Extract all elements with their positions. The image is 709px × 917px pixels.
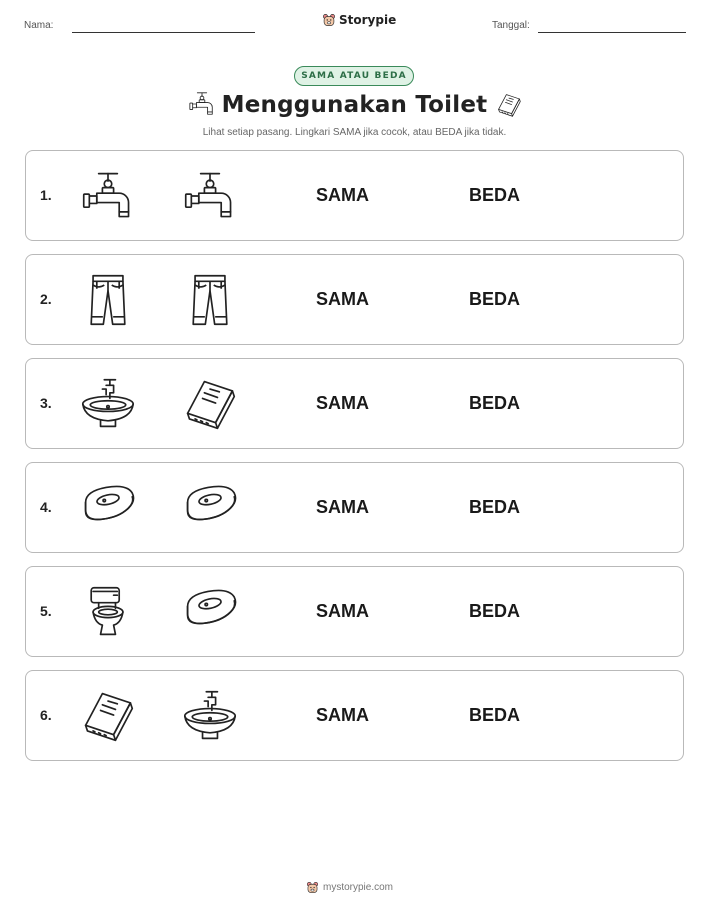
different-option[interactable]: BEDA [469, 601, 521, 621]
different-option[interactable]: BEDA [469, 705, 521, 725]
activity-badge: SAMA ATAU BEDA [294, 66, 414, 86]
faucet-icon [182, 168, 238, 224]
name-line[interactable] [72, 32, 255, 33]
brand-logo [322, 13, 396, 27]
page-title: Menggunakan Toilet [221, 92, 488, 118]
same-option[interactable]: SAMA [316, 497, 369, 517]
pants-icon [182, 272, 238, 328]
towel-icon [80, 688, 136, 744]
name-label: Nama: [24, 20, 54, 31]
footer [306, 881, 393, 894]
different-option[interactable]: BEDA [469, 185, 521, 205]
soap-icon [182, 480, 238, 536]
different-option[interactable]: BEDA [469, 289, 521, 309]
row-number: 6. [40, 707, 52, 723]
row-number: 4. [40, 499, 52, 515]
footer-url[interactable]: mystorypie.com [323, 882, 394, 893]
brand-name: Storypie [339, 13, 397, 27]
toilet-icon [80, 584, 136, 640]
exercise-row-1 [25, 150, 684, 241]
sink-icon [80, 376, 136, 432]
sink-icon [182, 688, 238, 744]
exercise-row-4 [25, 462, 684, 553]
bear-logo-icon [306, 881, 319, 894]
row-number: 5. [40, 603, 52, 619]
pants-icon [80, 272, 136, 328]
exercise-row-5 [25, 566, 684, 657]
bear-logo-icon [322, 13, 336, 27]
exercise-row-6 [25, 670, 684, 761]
same-option[interactable]: SAMA [316, 601, 369, 621]
towel-icon [182, 376, 238, 432]
same-option[interactable]: SAMA [316, 393, 369, 413]
row-number: 3. [40, 395, 52, 411]
exercise-row-2 [25, 254, 684, 345]
row-number: 1. [40, 187, 52, 203]
same-option[interactable]: SAMA [316, 705, 369, 725]
same-option[interactable]: SAMA [316, 289, 369, 309]
soap-icon [80, 480, 136, 536]
same-option[interactable]: SAMA [316, 185, 369, 205]
different-option[interactable]: BEDA [469, 393, 521, 413]
faucet-icon [80, 168, 136, 224]
towel-icon [496, 92, 522, 118]
date-label: Tanggal: [492, 20, 530, 31]
different-option[interactable]: BEDA [469, 497, 521, 517]
date-line[interactable] [538, 32, 686, 33]
soap-icon [182, 584, 238, 640]
row-number: 2. [40, 291, 52, 307]
instructions: Lihat setiap pasang. Lingkari SAMA jika cocok, atau BEDA jika tidak. [202, 127, 507, 138]
exercise-row-3 [25, 358, 684, 449]
